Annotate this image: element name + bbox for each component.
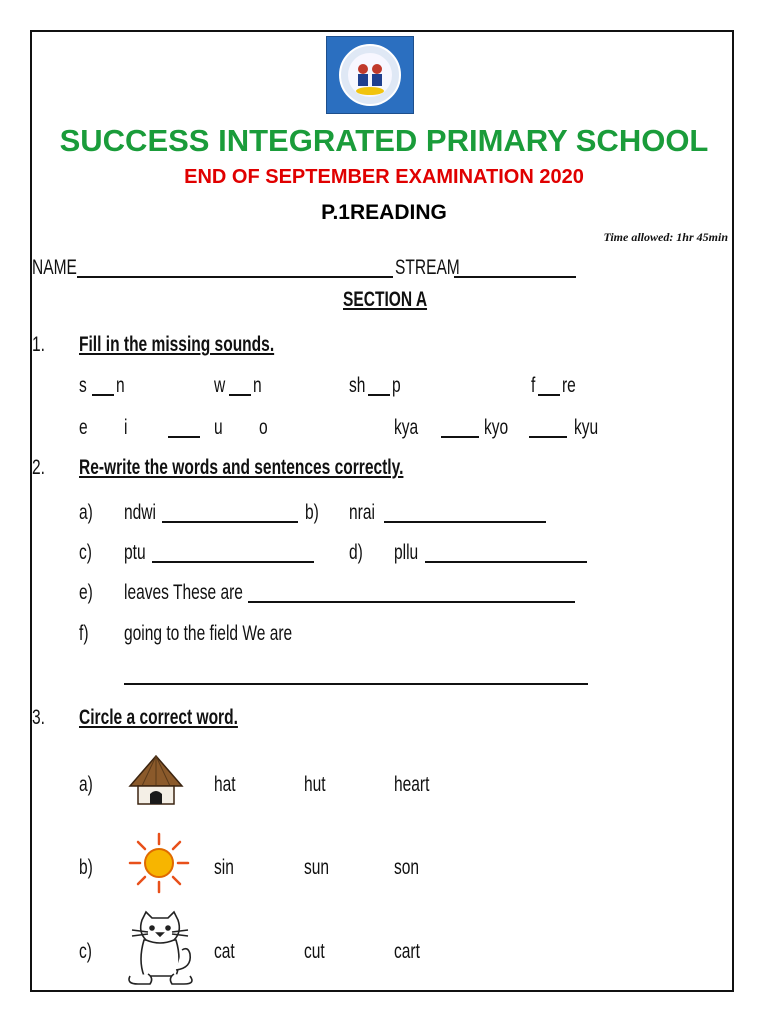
jumbled-word: pllu bbox=[394, 541, 419, 564]
q3-instruction: Circle a correct word. bbox=[79, 706, 238, 729]
item-letter: c) bbox=[79, 541, 92, 564]
time-allowed: Time allowed: 1hr 45min bbox=[603, 230, 728, 244]
blank-line[interactable] bbox=[92, 394, 114, 396]
q1-part: s bbox=[79, 374, 87, 397]
cat-icon bbox=[124, 910, 198, 990]
word-option[interactable]: sun bbox=[304, 856, 330, 879]
word-option[interactable]: hat bbox=[214, 773, 236, 796]
name-answer-line[interactable] bbox=[77, 276, 393, 278]
blank-line[interactable] bbox=[441, 436, 479, 438]
item-letter: d) bbox=[349, 541, 363, 564]
answer-line[interactable] bbox=[162, 521, 298, 523]
item-letter: b) bbox=[305, 501, 319, 524]
jumbled-word: nrai bbox=[349, 501, 375, 524]
q1-part: n bbox=[253, 374, 262, 397]
word-option[interactable]: cart bbox=[394, 940, 420, 963]
word-option[interactable]: cat bbox=[214, 940, 235, 963]
q1-part: n bbox=[116, 374, 125, 397]
answer-line[interactable] bbox=[425, 561, 587, 563]
word-option[interactable]: heart bbox=[394, 773, 430, 796]
vowel: i bbox=[124, 416, 128, 439]
word-option[interactable]: cut bbox=[304, 940, 325, 963]
q3-number: 3. bbox=[32, 706, 45, 729]
answer-line[interactable] bbox=[384, 521, 546, 523]
q1-part: w bbox=[214, 374, 226, 397]
blank-line[interactable] bbox=[529, 436, 567, 438]
vowel: o bbox=[259, 416, 268, 439]
syllable: kyu bbox=[574, 416, 599, 439]
item-letter: b) bbox=[79, 856, 93, 879]
blank-line[interactable] bbox=[168, 436, 200, 438]
q2-number: 2. bbox=[32, 456, 45, 479]
word-option[interactable]: son bbox=[394, 856, 420, 879]
q1-part: f bbox=[531, 374, 536, 397]
q1-part: sh bbox=[349, 374, 366, 397]
syllable: kyo bbox=[484, 416, 509, 439]
q2-instruction: Re-write the words and sentences correctly. bbox=[79, 456, 404, 479]
hut-icon bbox=[128, 752, 184, 812]
stream-label: STREAM bbox=[395, 256, 460, 279]
syllable: kya bbox=[394, 416, 419, 439]
blank-line[interactable] bbox=[538, 394, 560, 396]
answer-line[interactable] bbox=[248, 601, 575, 603]
q1-part: re bbox=[562, 374, 576, 397]
vowel: e bbox=[79, 416, 88, 439]
item-letter: f) bbox=[79, 622, 89, 645]
jumbled-word: ndwi bbox=[124, 501, 156, 524]
jumbled-sentence: leaves These are bbox=[124, 581, 243, 604]
item-letter: a) bbox=[79, 773, 93, 796]
vowel: u bbox=[214, 416, 223, 439]
school-name: SUCCESS INTEGRATED PRIMARY SCHOOL bbox=[59, 123, 709, 158]
word-option[interactable]: sin bbox=[214, 856, 234, 879]
school-logo bbox=[326, 36, 414, 114]
item-letter: a) bbox=[79, 501, 93, 524]
word-option[interactable]: hut bbox=[304, 773, 326, 796]
q1-instruction: Fill in the missing sounds. bbox=[79, 333, 275, 356]
item-letter: c) bbox=[79, 940, 92, 963]
item-letter: e) bbox=[79, 581, 93, 604]
answer-line[interactable] bbox=[152, 561, 314, 563]
blank-line[interactable] bbox=[368, 394, 390, 396]
sun-icon bbox=[128, 832, 190, 898]
blank-line[interactable] bbox=[229, 394, 251, 396]
q1-number: 1. bbox=[32, 333, 45, 356]
answer-line[interactable] bbox=[124, 683, 588, 685]
name-label: NAME bbox=[32, 256, 77, 279]
stream-answer-line[interactable] bbox=[454, 276, 576, 278]
jumbled-word: ptu bbox=[124, 541, 146, 564]
q1-part: p bbox=[392, 374, 401, 397]
exam-title: END OF SEPTEMBER EXAMINATION 2020 bbox=[184, 166, 584, 188]
section-title: SECTION A bbox=[343, 288, 428, 311]
subject-title: P.1READING bbox=[321, 201, 447, 224]
jumbled-sentence: going to the field We are bbox=[124, 622, 293, 645]
